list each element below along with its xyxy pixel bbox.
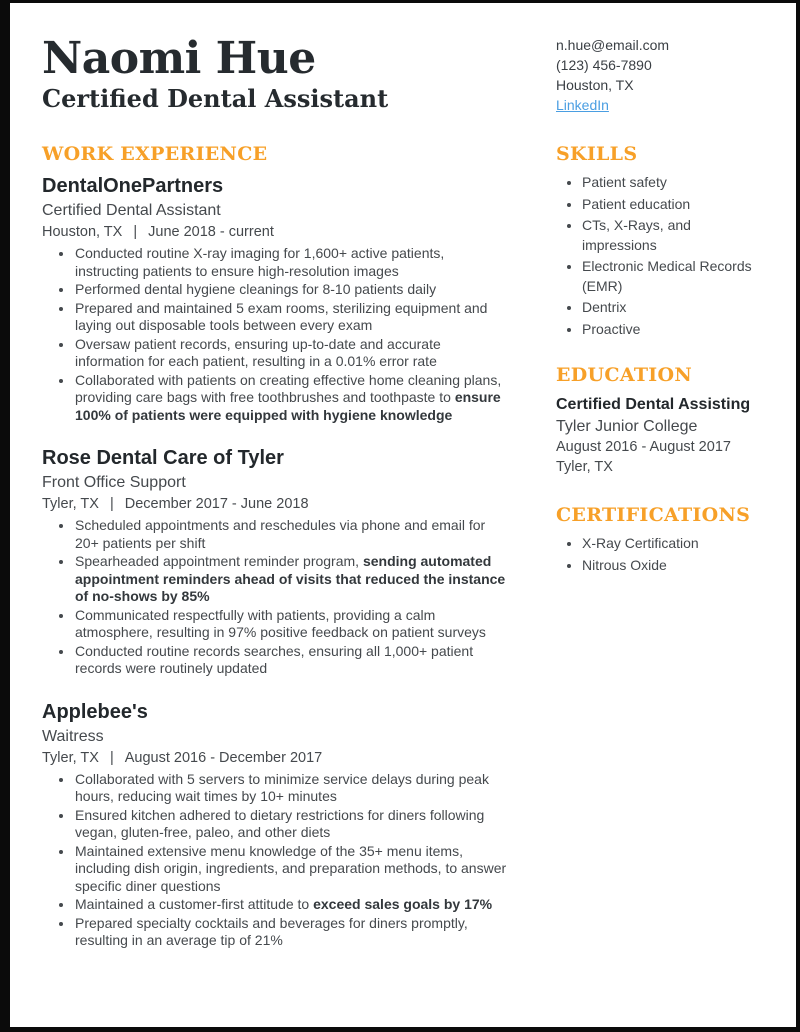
job-bullet [74,281,507,299]
job-entry [42,173,507,424]
skills-list [556,173,756,339]
list-item: • Dentrix [582,298,756,318]
job-bullet [74,807,507,842]
bullet-text: Performed dental hygiene cleanings for 8-10 patients daily [75,281,437,297]
job-bullets [42,517,507,678]
bullet-text: Communicated respectfully with patients, providing a calm atmosphere, resulting in 97% positive feedback on patient surveys [75,606,486,640]
meta-separator: | [133,224,138,240]
job-bullet [74,517,507,552]
job-meta [42,748,507,768]
job-entry [42,699,507,950]
person-name: Naomi Hue [42,33,316,84]
education-school: Tyler Junior College [556,418,698,435]
job-bullets [42,771,507,950]
job-bullet [74,553,507,606]
bullet-text: Collaborated with patients on creating effective home cleaning plans, providing care bags with free toothbrushes and toothpaste to [75,371,502,405]
job-bullet [74,643,507,678]
job-location: Tyler, TX [42,496,99,512]
education-degree: Certified Dental Assisting [556,396,751,413]
job-bullet [74,771,507,806]
bullet-text: Prepared specialty cocktails and beverages for diners promptly, resulting in an average tip of 21% [75,914,468,948]
job-role: Front Office Support [42,474,186,491]
certifications-list [556,534,756,575]
job-bullet [74,245,507,280]
job-bullet [74,300,507,335]
list-item: • Proactive [582,320,756,340]
job-meta [42,222,507,242]
person-title: Certified Dental Assistant [42,84,389,113]
list-item: • Electronic Medical Records (EMR) [582,257,756,296]
contact-email: n.hue@email.com [556,37,670,53]
section-heading-work-experience: WORK EXPERIENCE [42,143,268,165]
list-item: • Patient education [582,195,756,215]
contact-block [556,35,756,115]
job-meta [42,494,507,514]
bullet-emphasis-text: ensure 100% of patients were equipped with hygiene knowledge [75,389,501,423]
bullet-text: Maintained a customer-first attitude to [75,896,314,912]
job-bullet [74,607,507,642]
job-role: Waitress [42,727,104,745]
education-dates: August 2016 - August 2017 [556,439,731,455]
bullet-text: Collaborated with 5 servers to minimize service delays during peak hours, reducing wait times by 10+ minutes [75,770,489,804]
bullet-text: Maintained extensive menu knowledge of the 35+ menu items, including dish origin, ingredients, and preparation methods, to answer specific diner questions [75,842,507,894]
bullet-emphasis-text: sending automated appointment reminders ahead of visits that reduced the instance of no-shows by 85% [75,553,506,604]
jobs [42,173,507,950]
job-location: Houston, TX [42,224,123,240]
job-dates: December 2017 - June 2018 [124,496,309,512]
resume-columns [42,35,770,951]
bullet-text: Oversaw patient records, ensuring up-to-date and accurate information for each patient, resulting in a 0.01% error rate [75,335,441,369]
bullet-text: Conducted routine X-ray imaging for 1,600+ active patients, instructing patients to ensure high-resolution images [75,245,445,279]
job-bullet [74,336,507,371]
job-bullet [74,896,507,914]
job-role: Certified Dental Assistant [42,202,221,219]
list-item: • Nitrous Oxide [582,556,756,576]
list-item: • Patient safety [582,173,756,193]
job-bullet [74,372,507,425]
contact-location: Houston, TX [556,77,634,93]
education-location: Tyler, TX [556,459,613,475]
bullet-text: Conducted routine records searches, ensuring all 1,000+ patient records were routinely updated [75,642,474,676]
job-bullet [74,915,507,950]
job-company: Rose Dental Care of Tyler [42,447,284,469]
job-location: Tyler, TX [42,749,99,766]
job-dates: June 2018 - current [148,224,274,240]
meta-separator: | [109,496,114,512]
section-heading-education: EDUCATION [556,364,692,386]
right-column [556,35,756,951]
bullet-text: Spearheaded appointment reminder program, [75,553,363,569]
meta-separator: | [109,749,114,766]
bullet-emphasis-text: exceed sales goals by 17% [313,896,493,912]
list-item: • X-Ray Certification [582,534,756,554]
bullet-text: Scheduled appointments and reschedules via phone and email for 20+ patients per shift [75,517,486,551]
list-item: • CTs, X-Rays, and impressions [582,216,756,255]
job-company: DentalOnePartners [42,175,224,197]
section-heading-skills: SKILLS [556,143,638,165]
job-company: Applebee's [42,700,148,723]
section-heading-certifications: CERTIFICATIONS [556,504,751,526]
linkedin-link[interactable]: LinkedIn [556,97,609,113]
left-column [42,35,507,951]
bullet-text: Prepared and maintained 5 exam rooms, sterilizing equipment and laying out disposable tools between every exam [75,299,488,333]
bullet-text: Ensured kitchen adhered to dietary restrictions for diners following vegan, gluten-free, paleo, and other diets [75,806,485,840]
job-dates: August 2016 - December 2017 [124,749,323,766]
job-entry [42,445,507,678]
job-bullet [74,843,507,896]
job-bullets [42,245,507,424]
contact-phone: (123) 456-7890 [556,57,652,73]
